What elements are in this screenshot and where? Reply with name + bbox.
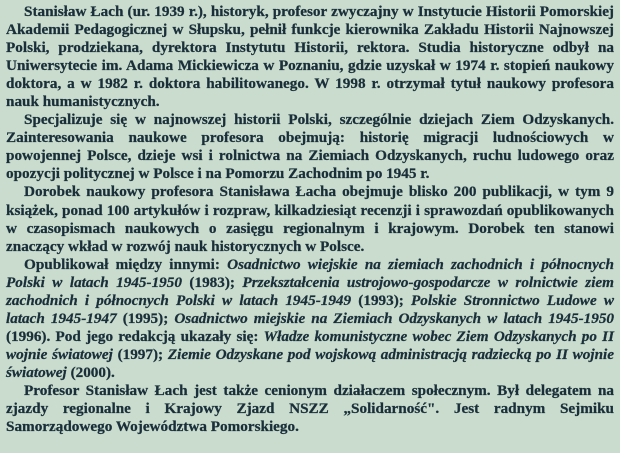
year-1993: (1993); [351,291,412,309]
output-text: Dorobek naukowy profesora Stanisława Łacha obejmuje blisko 200 publikacji, w tym 9 książek, ponad 100 artykułów i rozpraw, kilkadziesiąt recenzji i sprawozdań opublikowanych w czasopismach naukowych o zasięgu regionalnym i krajowym. Dorobek ten stanowi znaczący wkład w rozwój nauk historycznych w Polsce. [6,183,614,255]
title-psl: Polskie Stronnictwo Ludowe w latach 1945-1947 [6,291,614,327]
year-1996-and-edited: (1996). Pod jego redakcją ukazały się: [6,327,264,345]
year-1983: (1983); [181,273,243,291]
paragraph-public-activity [6,382,614,436]
title-osadnictwo-miejskie: Osadnictwo miejskie na Ziemiach Odzyskanych w latach 1945-1950 [174,309,615,327]
public-activity-text: Profesor Stanisław Łach jest także cenionym działaczem społecznym. Był delegatem na zjazdy regionalne i Krajowy Zjazd NSZZ „Solidarność". Jest radnym Sejmiku Samorządowego Województwa Pomorskiego. [6,381,614,436]
title-ziemie-odzyskane: Ziemie Odzyskane pod wojskową administracją radziecką po II wojnie światowej [6,345,615,381]
paragraph-publications [6,256,614,382]
year-1997: (1997); [112,345,168,363]
paragraph-bio [6,3,614,111]
title-przeksztalcenia: Przekształcenia ustrojowo-gospodarcze w rolnictwie ziem zachodnich i północnych Polski w latach 1945-1949 [6,273,614,309]
paragraph-specialization [6,111,614,183]
publications-intro: Opublikował między innymi: [24,255,228,273]
specialization-text: Specjalizuje się w najnowszej historii Polski, szczególnie dziejach Ziem Odzyskanych. Zainteresowania naukowe profesora obejmują: historię migracji ludnościowych w powojennej Polsce, dzieje wsi i rolnictwa na Ziemiach Odzyskanych, ruchu ludowego oraz opozycji politycznej w Polsce i na Pomorzu Zachodnim po 1945 r. [6,111,614,183]
year-2000: (2000). [66,363,115,381]
title-wladze-komunistyczne: Władze komunistyczne wobec Ziem Odzyskanych po II wojnie światowej [6,327,614,363]
year-1995: (1995); [116,309,175,327]
title-osadnictwo-wiejskie: Osadnictwo wiejskie na ziemiach zachodnich i północnych Polski w latach 1945-1950 [6,255,614,291]
paragraph-output [6,183,614,255]
bio-text: Stanisław Łach (ur. 1939 r.), historyk, profesor zwyczajny w Instytucie Historii Pomorskiej Akademii Pedagogicznej w Słupsku, pełnił funkcje kierownika Zakładu Historii Najnowszej Polski, prodziekana, dyrektora Instytutu Historii, rektora. Studia historyczne odbył na Uniwersytecie im. Adama Mickiewicza w Poznaniu, gdzie uzyskał w 1974 r. stopień naukowy doktora, a w 1982 r. doktora habilitowanego. W 1998 r. otrzymał tytuł naukowy profesora nauk humanistycznych. [6,3,614,111]
